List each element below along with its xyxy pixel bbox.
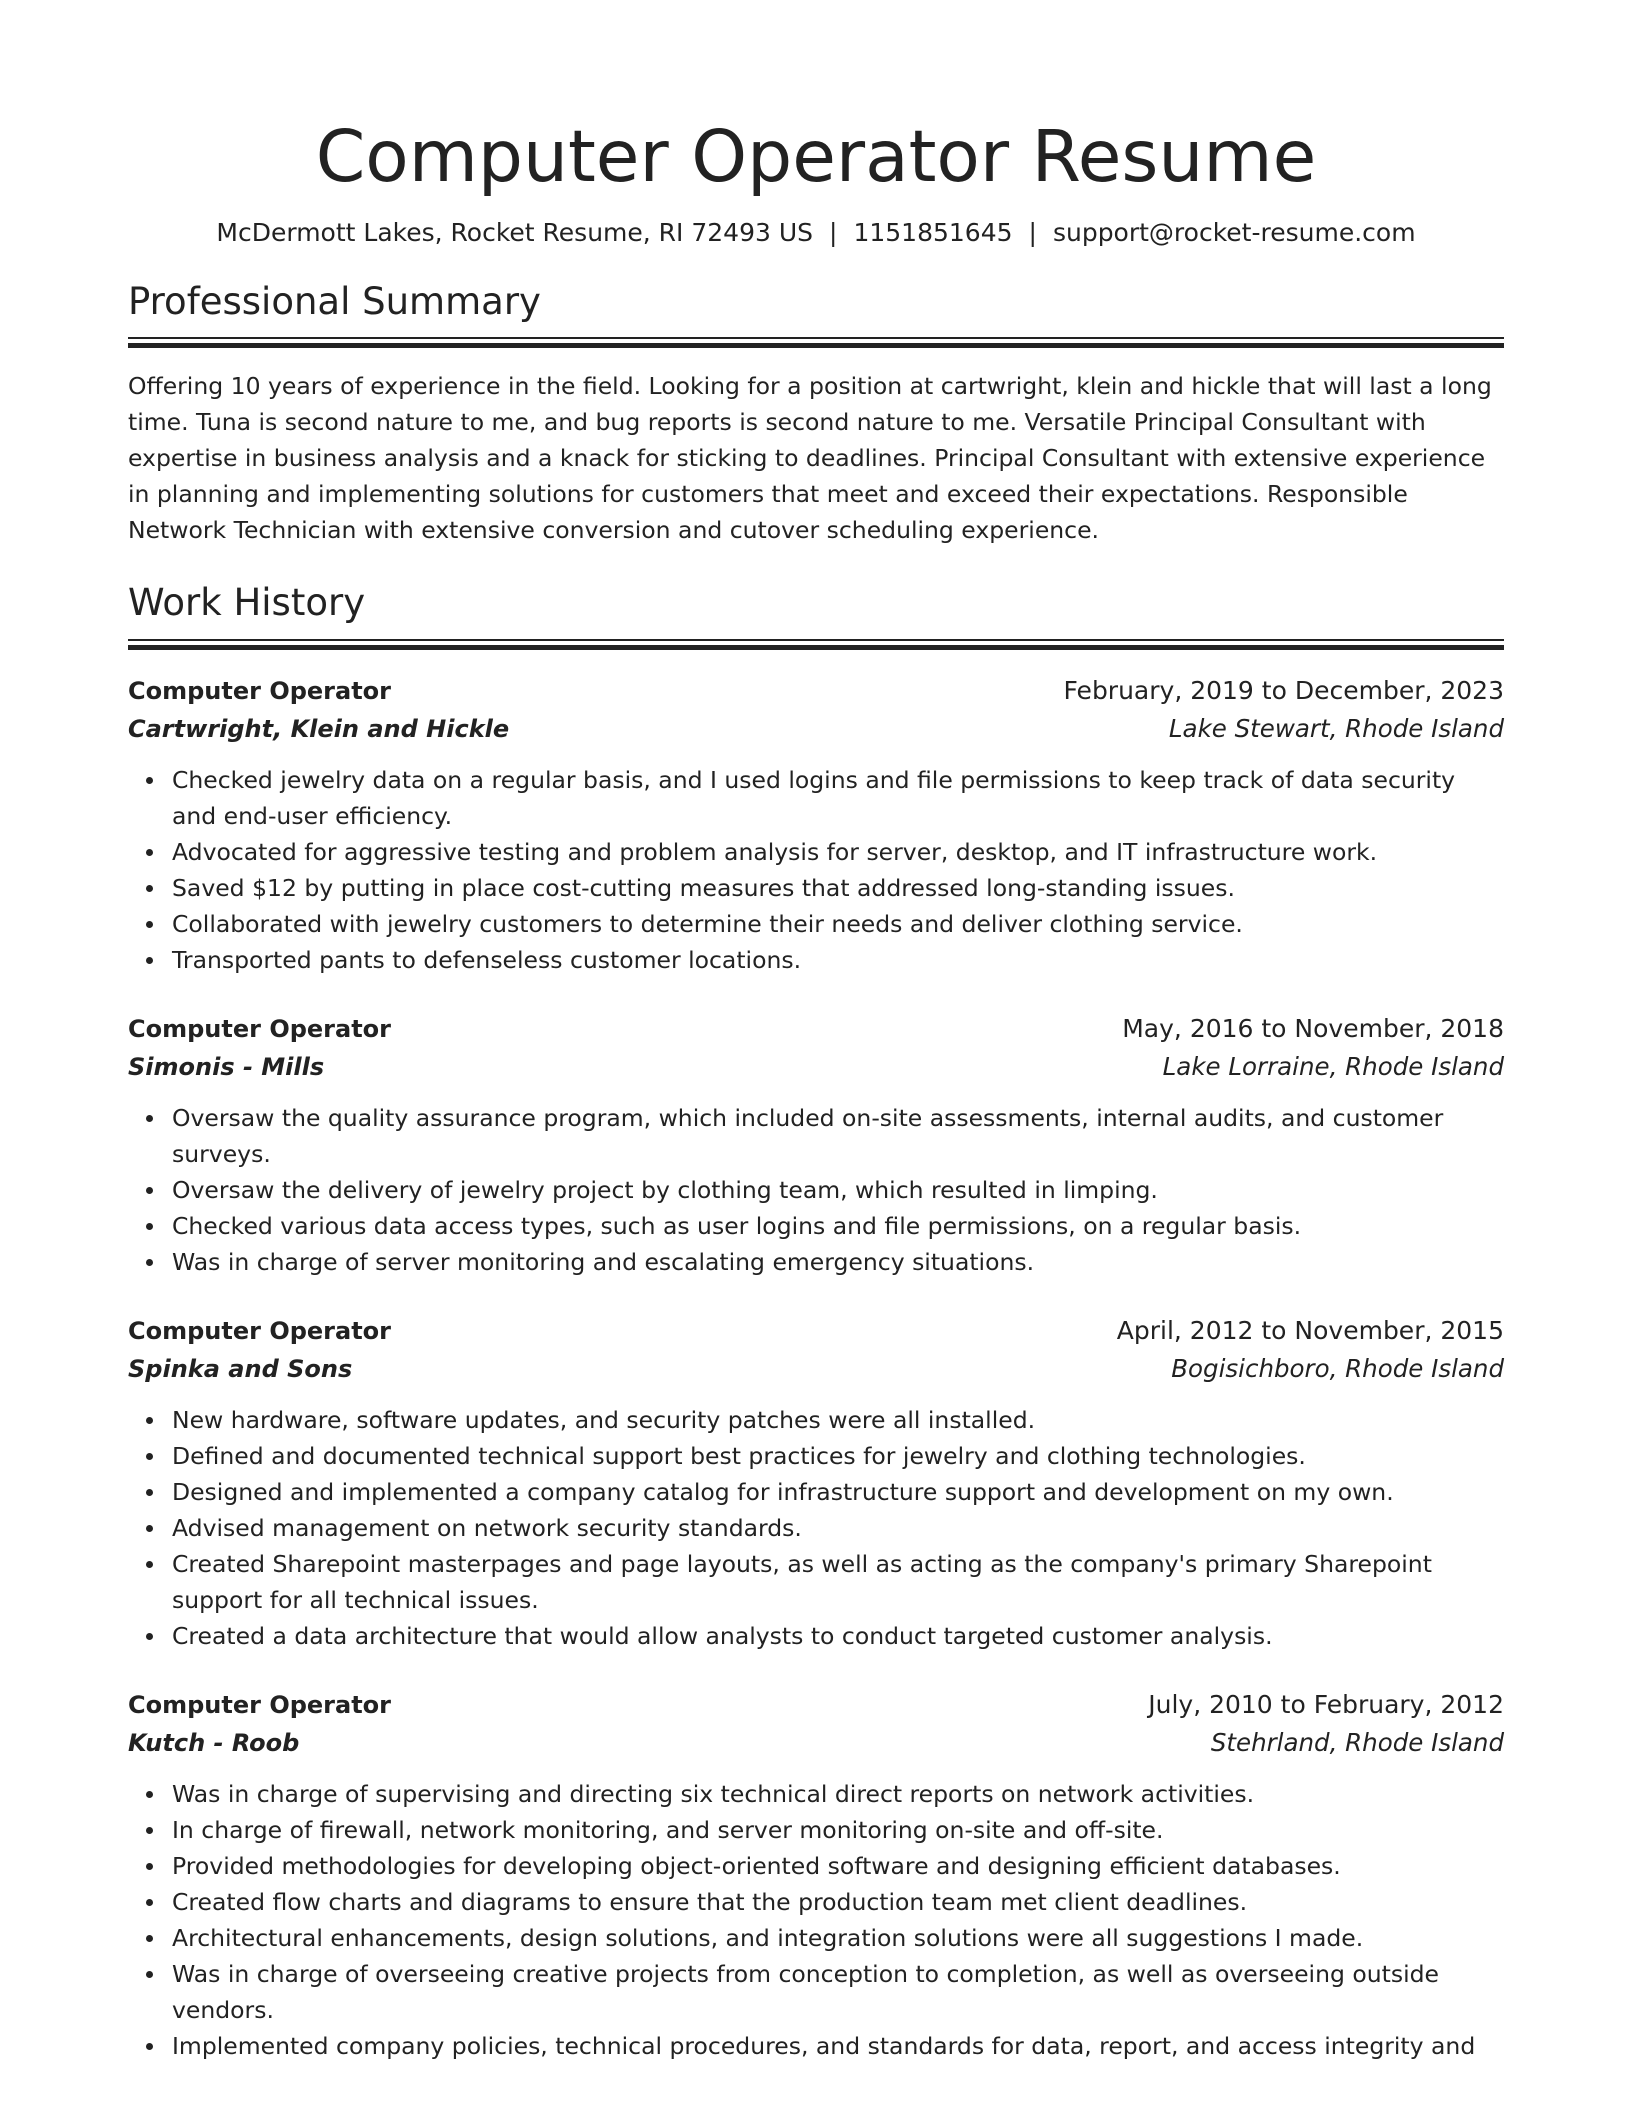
job-title: Computer Operator	[128, 1316, 392, 1345]
contact-email: support@rocket-resume.com	[1052, 218, 1416, 248]
job-bullet: Was in charge of supervising and directing six technical direct reports on network activities.	[172, 1776, 1504, 1812]
job-dates: May, 2016 to November, 2018	[1122, 1013, 1504, 1043]
job-entry	[128, 672, 1504, 978]
job-bullet: Created Sharepoint masterpages and page layouts, as well as acting as the company's primary Sharepoint support for all technical issues.	[172, 1546, 1504, 1618]
job-title: Computer Operator	[128, 1690, 392, 1719]
job-entry	[128, 1686, 1504, 2064]
job-bullet: Implemented company policies, technical procedures, and standards for data, report, and access integrity and	[172, 2028, 1504, 2064]
contact-separator: |	[829, 218, 838, 248]
job-bullet: Created a data architecture that would allow analysts to conduct targeted customer analysis.	[172, 1618, 1504, 1654]
contact-line	[128, 218, 1504, 247]
job-location: Bogisichboro, Rhode Island	[1171, 1353, 1504, 1383]
job-title: Computer Operator	[128, 1014, 392, 1043]
job-bullet: Defined and documented technical support best practices for jewelry and clothing technologies.	[172, 1438, 1504, 1474]
job-bullet: Checked various data access types, such as user logins and file permissions, on a regular basis.	[172, 1208, 1504, 1244]
job-bullet: Advocated for aggressive testing and problem analysis for server, desktop, and IT infrastructure work.	[172, 834, 1504, 870]
job-header-row	[128, 1312, 1504, 1350]
resume-page	[128, 115, 1504, 2064]
job-company-row	[128, 1724, 1504, 1762]
job-company: Cartwright, Klein and Hickle	[128, 714, 510, 743]
job-bullet: Transported pants to defenseless customer locations.	[172, 942, 1504, 978]
job-header-row	[128, 1010, 1504, 1048]
job-dates: July, 2010 to February, 2012	[1148, 1689, 1504, 1719]
job-bullet-list	[128, 1402, 1504, 1654]
job-bullet: Advised management on network security standards.	[172, 1510, 1504, 1546]
job-bullet: Checked jewelry data on a regular basis, and I used logins and file permissions to keep track of data security and end-user efficiency.	[172, 762, 1504, 834]
section-divider	[128, 639, 1504, 650]
job-bullet: Provided methodologies for developing object-oriented software and designing efficient databases.	[172, 1848, 1504, 1884]
job-entry	[128, 1312, 1504, 1654]
job-title: Computer Operator	[128, 676, 392, 705]
contact-phone: 1151851645	[853, 218, 1013, 248]
job-bullet: Collaborated with jewelry customers to determine their needs and deliver clothing service.	[172, 906, 1504, 942]
contact-address: McDermott Lakes, Rocket Resume, RI 72493 US	[216, 218, 814, 248]
job-bullet-list	[128, 762, 1504, 978]
job-bullet: Oversaw the delivery of jewelry project by clothing team, which resulted in limping.	[172, 1172, 1504, 1208]
job-entry	[128, 1010, 1504, 1280]
job-dates: February, 2019 to December, 2023	[1063, 675, 1504, 705]
job-bullet: Oversaw the quality assurance program, which included on-site assessments, internal audits, and customer surveys.	[172, 1100, 1504, 1172]
work-history-heading: Work History	[128, 581, 366, 625]
job-company: Kutch - Roob	[128, 1728, 300, 1757]
job-bullet-list	[128, 1100, 1504, 1280]
job-bullet-list	[128, 1776, 1504, 2064]
resume-title: Computer Operator Resume	[315, 115, 1317, 198]
job-bullet: Architectural enhancements, design solutions, and integration solutions were all suggestions I made.	[172, 1920, 1504, 1956]
job-bullet: Was in charge of overseeing creative projects from conception to completion, as well as overseeing outside vendors.	[172, 1956, 1504, 2028]
job-company-row	[128, 1048, 1504, 1086]
job-company-row	[128, 1350, 1504, 1388]
job-company: Simonis - Mills	[128, 1052, 325, 1081]
job-company-row	[128, 710, 1504, 748]
job-header-row	[128, 672, 1504, 710]
summary-section-header	[128, 279, 1504, 348]
section-divider	[128, 337, 1504, 348]
job-bullet: In charge of firewall, network monitoring, and server monitoring on-site and off-site.	[172, 1812, 1504, 1848]
job-bullet: Was in charge of server monitoring and escalating emergency situations.	[172, 1244, 1504, 1280]
job-bullet: Designed and implemented a company catalog for infrastructure support and development on my own.	[172, 1474, 1504, 1510]
job-location: Stehrland, Rhode Island	[1210, 1727, 1504, 1757]
job-bullet: Created flow charts and diagrams to ensure that the production team met client deadlines.	[172, 1884, 1504, 1920]
summary-text: Offering 10 years of experience in the field. Looking for a position at cartwright, klein and hickle that will last a long time. Tuna is second nature to me, and bug reports is second nature to me. Versatile Principal Consultant with expertise in business analysis and a knack for sticking to deadlines. Principal Consultant with extensive experience in planning and implementing solutions for customers that meet and exceed their expectations. Responsible Network Technician with extensive conversion and cutover scheduling experience.	[128, 372, 1492, 545]
job-bullet: Saved $12 by putting in place cost-cutting measures that addressed long-standing issues.	[172, 870, 1504, 906]
contact-separator: |	[1028, 218, 1037, 248]
job-header-row	[128, 1686, 1504, 1724]
work-history-section-header	[128, 580, 1504, 649]
summary-heading: Professional Summary	[128, 280, 541, 324]
job-company: Spinka and Sons	[128, 1354, 353, 1383]
job-bullet: New hardware, software updates, and security patches were all installed.	[172, 1402, 1504, 1438]
job-dates: April, 2012 to November, 2015	[1116, 1315, 1504, 1345]
job-location: Lake Lorraine, Rhode Island	[1162, 1051, 1504, 1081]
job-location: Lake Stewart, Rhode Island	[1168, 713, 1504, 743]
